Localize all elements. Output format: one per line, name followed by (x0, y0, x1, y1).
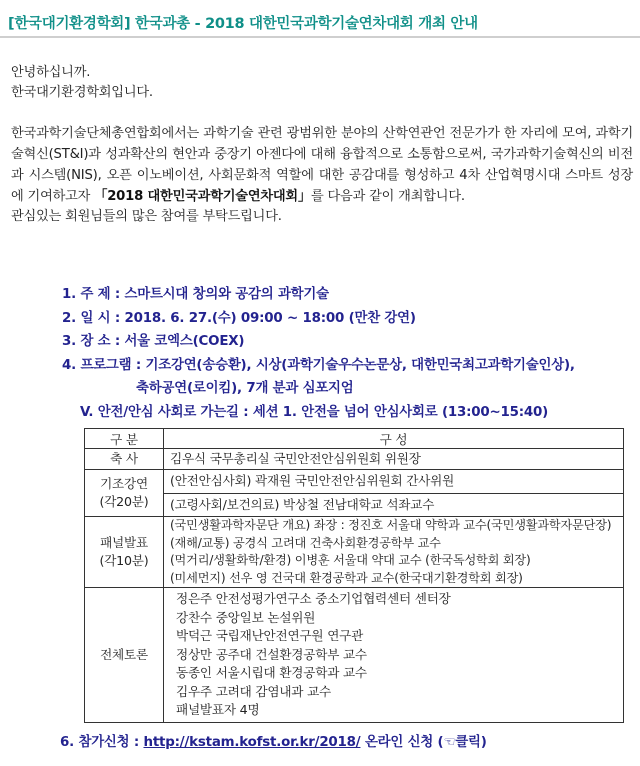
item-date: 2. 일 시 : 2018. 6. 27.(수) 09:00 ~ 18:00 (만찬 강연) (62, 310, 416, 326)
info-list (62, 283, 622, 424)
registration-line (60, 731, 487, 750)
content-line: (재해/교통) 공경식 고려대 건축사회환경공학부 교수 (170, 535, 441, 550)
body-text: 를 다음과 같이 개최합니다. (310, 189, 465, 204)
content-line: 정은주 안전성평가연구소 중소기업협력센터 센터장 (176, 591, 451, 606)
content-line: 김우식 국무총리실 국민안전안심위원회 위원장 (170, 450, 421, 466)
item-venue: 3. 장 소 : 서울 코엑스(COEX) (62, 334, 245, 349)
content-line: 정상만 공주대 건설환경공학부 교수 (176, 646, 367, 662)
row-category: 기조강연 (각20분) (85, 470, 164, 517)
content-line: 동종인 서울시립대 환경공학과 교수 (176, 665, 367, 680)
row-content (164, 470, 624, 517)
content-line: (국민생활과학자문단 개요) 좌장 : 정진호 서울대 약학과 교수(국민생활과학자문단장) (170, 518, 612, 532)
table-header-row (85, 429, 624, 449)
greeting-line: 안녕하십니까. (11, 65, 91, 80)
row-content (164, 449, 624, 470)
content-line: (고령사회/보건의료) 박상철 전남대학교 석좌교수 (170, 496, 435, 512)
item-program-cont: 축하공연(로이킴), 7개 분과 심포지엄 (136, 381, 354, 396)
content-line: (먹거리/생활화학/환경) 이병훈 서울대 약대 교수 (한국독성학회 회장) (170, 553, 531, 567)
table-row (85, 449, 624, 470)
registration-label: 6. 참가신청 : (60, 735, 144, 750)
registration-suffix: 온라인 신청 (☜클릭) (360, 735, 487, 750)
item-program: 4. 프로그램 : 기조강연(송승환), 시상(과학기술우수논문상, 대한민국최고과학기술인상), (62, 357, 575, 373)
row-category: 축 사 (85, 449, 164, 470)
row-content (164, 517, 624, 588)
content-line: (안전안심사회) 곽재원 국민안전안심위원회 간사위원 (164, 470, 623, 494)
content-line: 패널발표자 4명 (176, 702, 260, 717)
body-text: 한국과학기술단체총연합회에서는 과학기술 관련 광범위한 분야의 산학연관언 전문가가 한 자리에 모여, 과학기술혁신(ST&I)과 성과확산의 현안과 중장기 아젠다에 대해 융합적으로 소통함으로써, 국가과학기술혁신의 비전과 시스템(NIS), 오픈 이노베이션, 사회문화적 역할에 대한 공감대를 형성하고 4차 산업혁명시대 스마트 성장에 기여하고자 (11, 126, 633, 204)
table-header: 구 분 (85, 429, 164, 449)
content-line: 강찬수 중앙일보 논설위원 (176, 609, 316, 625)
body-paragraph (11, 123, 633, 207)
title-bar (0, 0, 640, 38)
content-line: 김우주 고려대 감염내과 교수 (176, 683, 331, 699)
table-row (85, 588, 624, 723)
registration-link[interactable]: http://kstam.kofst.or.kr/2018/ (143, 735, 361, 750)
content-line: (미세먼지) 선우 영 건국대 환경공학과 교수(한국대기환경학회 회장) (170, 570, 523, 585)
intro-section (11, 63, 633, 227)
session-title: V. 안전/안심 사회로 가는길 : 세션 1. 안전을 넘어 안심사회로 (13:00~15:40) (80, 404, 549, 420)
row-category: 패널발표 (각10분) (85, 517, 164, 588)
greeting-line: 한국대기환경학회입니다. (11, 85, 153, 100)
row-category: 전체토론 (85, 588, 164, 723)
program-table (84, 428, 624, 723)
closing-line: 관심있는 회원님들의 많은 참여를 부탁드립니다. (11, 209, 282, 224)
page-title: [한국대기환경학회] 한국과총 - 2018 대한민국과학기술연차대회 개최 안내 (8, 16, 478, 32)
item-theme: 1. 주 제 : 스마트시대 창의와 공감의 과학기술 (62, 287, 329, 302)
event-name: 「2018 대한민국과학기술연차대회」 (94, 189, 311, 204)
table-header: 구 성 (164, 429, 624, 449)
table-row (85, 517, 624, 588)
row-content (164, 588, 624, 723)
content-line: 박덕근 국립재난안전연구원 연구관 (176, 628, 364, 643)
table-row (85, 470, 624, 517)
